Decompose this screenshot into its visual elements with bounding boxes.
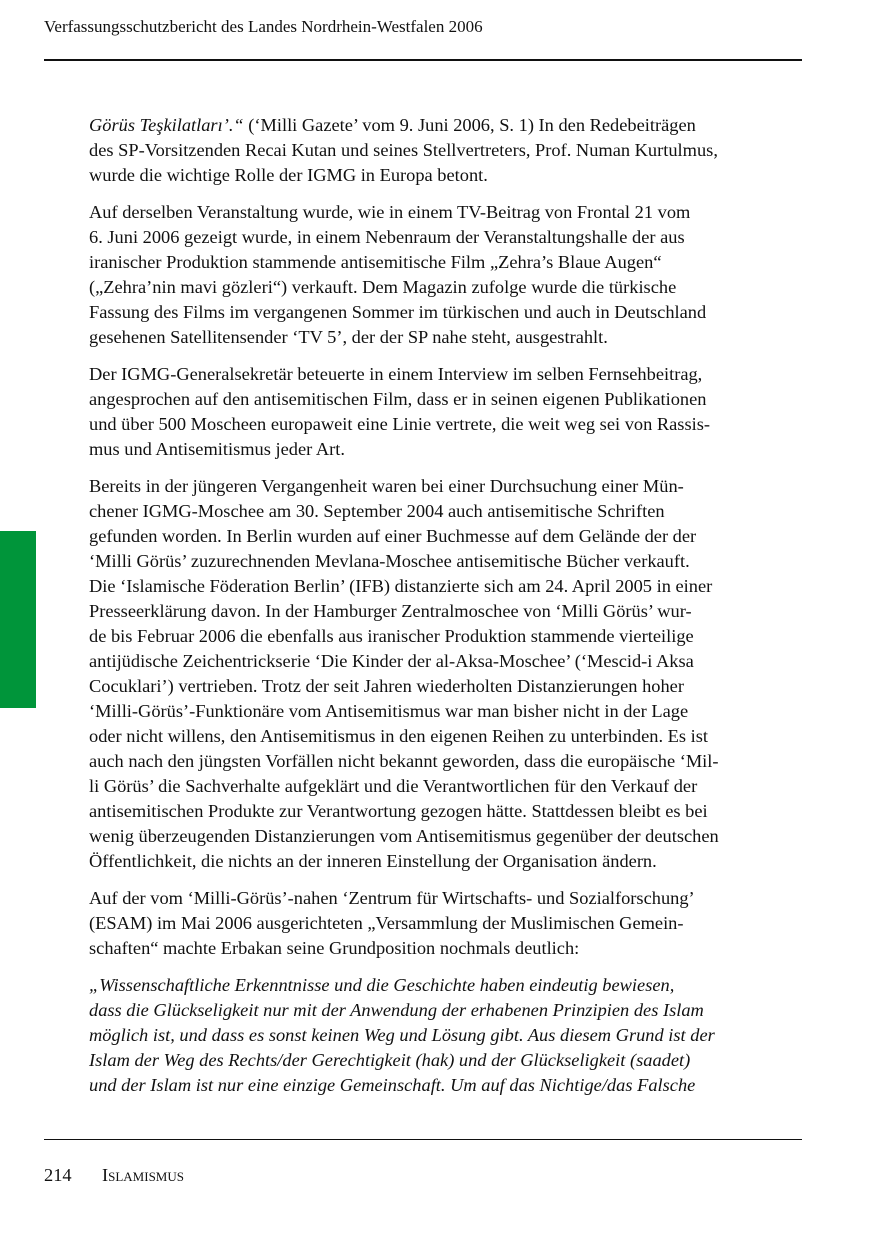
paragraph [89,362,805,462]
text-line: Fassung des Films im vergangenen Sommer im türkischen und auch in Deutschland [89,302,707,322]
page-number: 214 [44,1165,72,1185]
text-line: chener IGMG-Moschee am 30. September 2004 auch antisemitische Schriften [89,501,665,521]
text-line: „Wissenschaftliche Erkenntnisse und die Geschichte haben eindeutig bewiesen, [89,975,675,995]
italic-fragment: Görüs Teşkilatları’.“ [89,115,244,135]
text-line: antijüdische Zeichentrickserie ‘Die Kinder der al-Aksa-Moschee’ (‘Mescid-i Aksa [89,651,694,671]
text-line: wenig überzeugenden Distanzierungen vom Antisemitismus gegenüber der deutschen [89,826,719,846]
paragraph [89,200,805,350]
text-line: ‘Milli Görüs’ zuzurechnenden Mevlana-Moschee antisemitische Bücher verkauft. [89,551,690,571]
text-line: möglich ist, und dass es sonst keinen Weg und Lösung gibt. Aus diesem Grund ist der [89,1025,715,1045]
text-fragment: (‘Milli Gazete’ vom 9. Juni 2006, S. 1) In den Redebeiträgen [243,115,696,135]
paragraph [89,474,805,874]
text-line: schaften“ machte Erbakan seine Grundposition nochmals deutlich: [89,938,580,958]
text-line: dass die Glückseligkeit nur mit der Anwendung der erhabenen Prinzipien des Islam [89,1000,704,1020]
text-line: 6. Juni 2006 gezeigt wurde, in einem Nebenraum der Veranstaltungshalle der aus [89,227,685,247]
text-line: des SP-Vorsitzenden Recai Kutan und seines Stellvertreters, Prof. Numan Kurtulmus, [89,140,718,160]
text-line: ‘Milli-Görüs’-Funktionäre vom Antisemitismus war man bisher nicht in der Lage [89,701,689,721]
text-line: mus und Antisemitismus jeder Art. [89,439,345,459]
page-footer [44,1163,184,1188]
chapter-marker-tab [0,531,36,708]
text-line: Presseerklärung davon. In der Hamburger Zentralmoschee von ‘Milli Görüs’ wur- [89,601,692,621]
paragraph [89,113,805,188]
text-line: und über 500 Moscheen europaweit eine Linie vertrete, die weit weg sei von Rassis- [89,414,711,434]
text-line: iranischer Produktion stammende antisemitische Film „Zehra’s Blaue Augen“ [89,252,662,272]
text-line: Cocuklari’) vertrieben. Trotz der seit Jahren wiederholten Distanzierungen hoher [89,676,684,696]
section-title: Islamismus [102,1165,184,1185]
text-line: oder nicht willens, den Antisemitismus in den eigenen Reihen zu unterbinden. Es ist [89,726,709,746]
text-line: und der Islam ist nur eine einzige Gemeinschaft. Um auf das Nichtige/das Falsche [89,1075,696,1095]
text-line: Islam der Weg des Rechts/der Gerechtigkeit (hak) und der Glückseligkeit (saadet) [89,1050,691,1070]
text-line: wurde die wichtige Rolle der IGMG in Europa betont. [89,165,488,185]
text-line: auch nach den jüngsten Vorfällen nicht bekannt geworden, dass die europäische ‘Mil- [89,751,719,771]
header-rule [44,59,802,61]
text-line: gesehenen Satellitensender ‘TV 5’, der der SP nahe steht, ausgestrahlt. [89,327,608,347]
text-line: angesprochen auf den antisemitischen Film, dass er in seinen eigenen Publikationen [89,389,707,409]
text-line: (ESAM) im Mai 2006 ausgerichteten „Versammlung der Muslimischen Gemein- [89,913,684,933]
text-line: Die ‘Islamische Föderation Berlin’ (IFB) distanzierte sich am 24. April 2005 in einer [89,576,713,596]
text-line: Auf derselben Veranstaltung wurde, wie in einem TV-Beitrag von Frontal 21 vom [89,202,691,222]
text-line: Bereits in der jüngeren Vergangenheit waren bei einer Durchsuchung einer Mün- [89,476,684,496]
paragraph [89,886,805,961]
text-line: Auf der vom ‘Milli-Görüs’-nahen ‘Zentrum für Wirtschafts- und Sozialforschung’ [89,888,695,908]
text-line: de bis Februar 2006 die ebenfalls aus iranischer Produktion stammende vierteilige [89,626,694,646]
text-line: Der IGMG-Generalsekretär beteuerte in einem Interview im selben Fernsehbeitrag, [89,364,703,384]
text-line [89,113,805,138]
footer-rule [44,1139,802,1140]
text-line: gefunden worden. In Berlin wurden auf einer Buchmesse auf dem Gelände der der [89,526,697,546]
text-line: („Zehra’nin mavi gözleri“) verkauft. Dem Magazin zufolge wurde die türkische [89,277,677,297]
text-line: antisemitischen Produkte zur Verantwortung gezogen hätte. Stattdessen bleibt es bei [89,801,708,821]
body-text [89,113,805,1110]
paragraph [89,973,805,1098]
running-header: Verfassungsschutzbericht des Landes Nordrhein-Westfalen 2006 [44,17,483,36]
text-line: Öffentlichkeit, die nichts an der inneren Einstellung der Organisation ändern. [89,851,657,871]
text-line: li Görüs’ die Sachverhalte aufgeklärt und die Verantwortlichen für den Verkauf der [89,776,698,796]
